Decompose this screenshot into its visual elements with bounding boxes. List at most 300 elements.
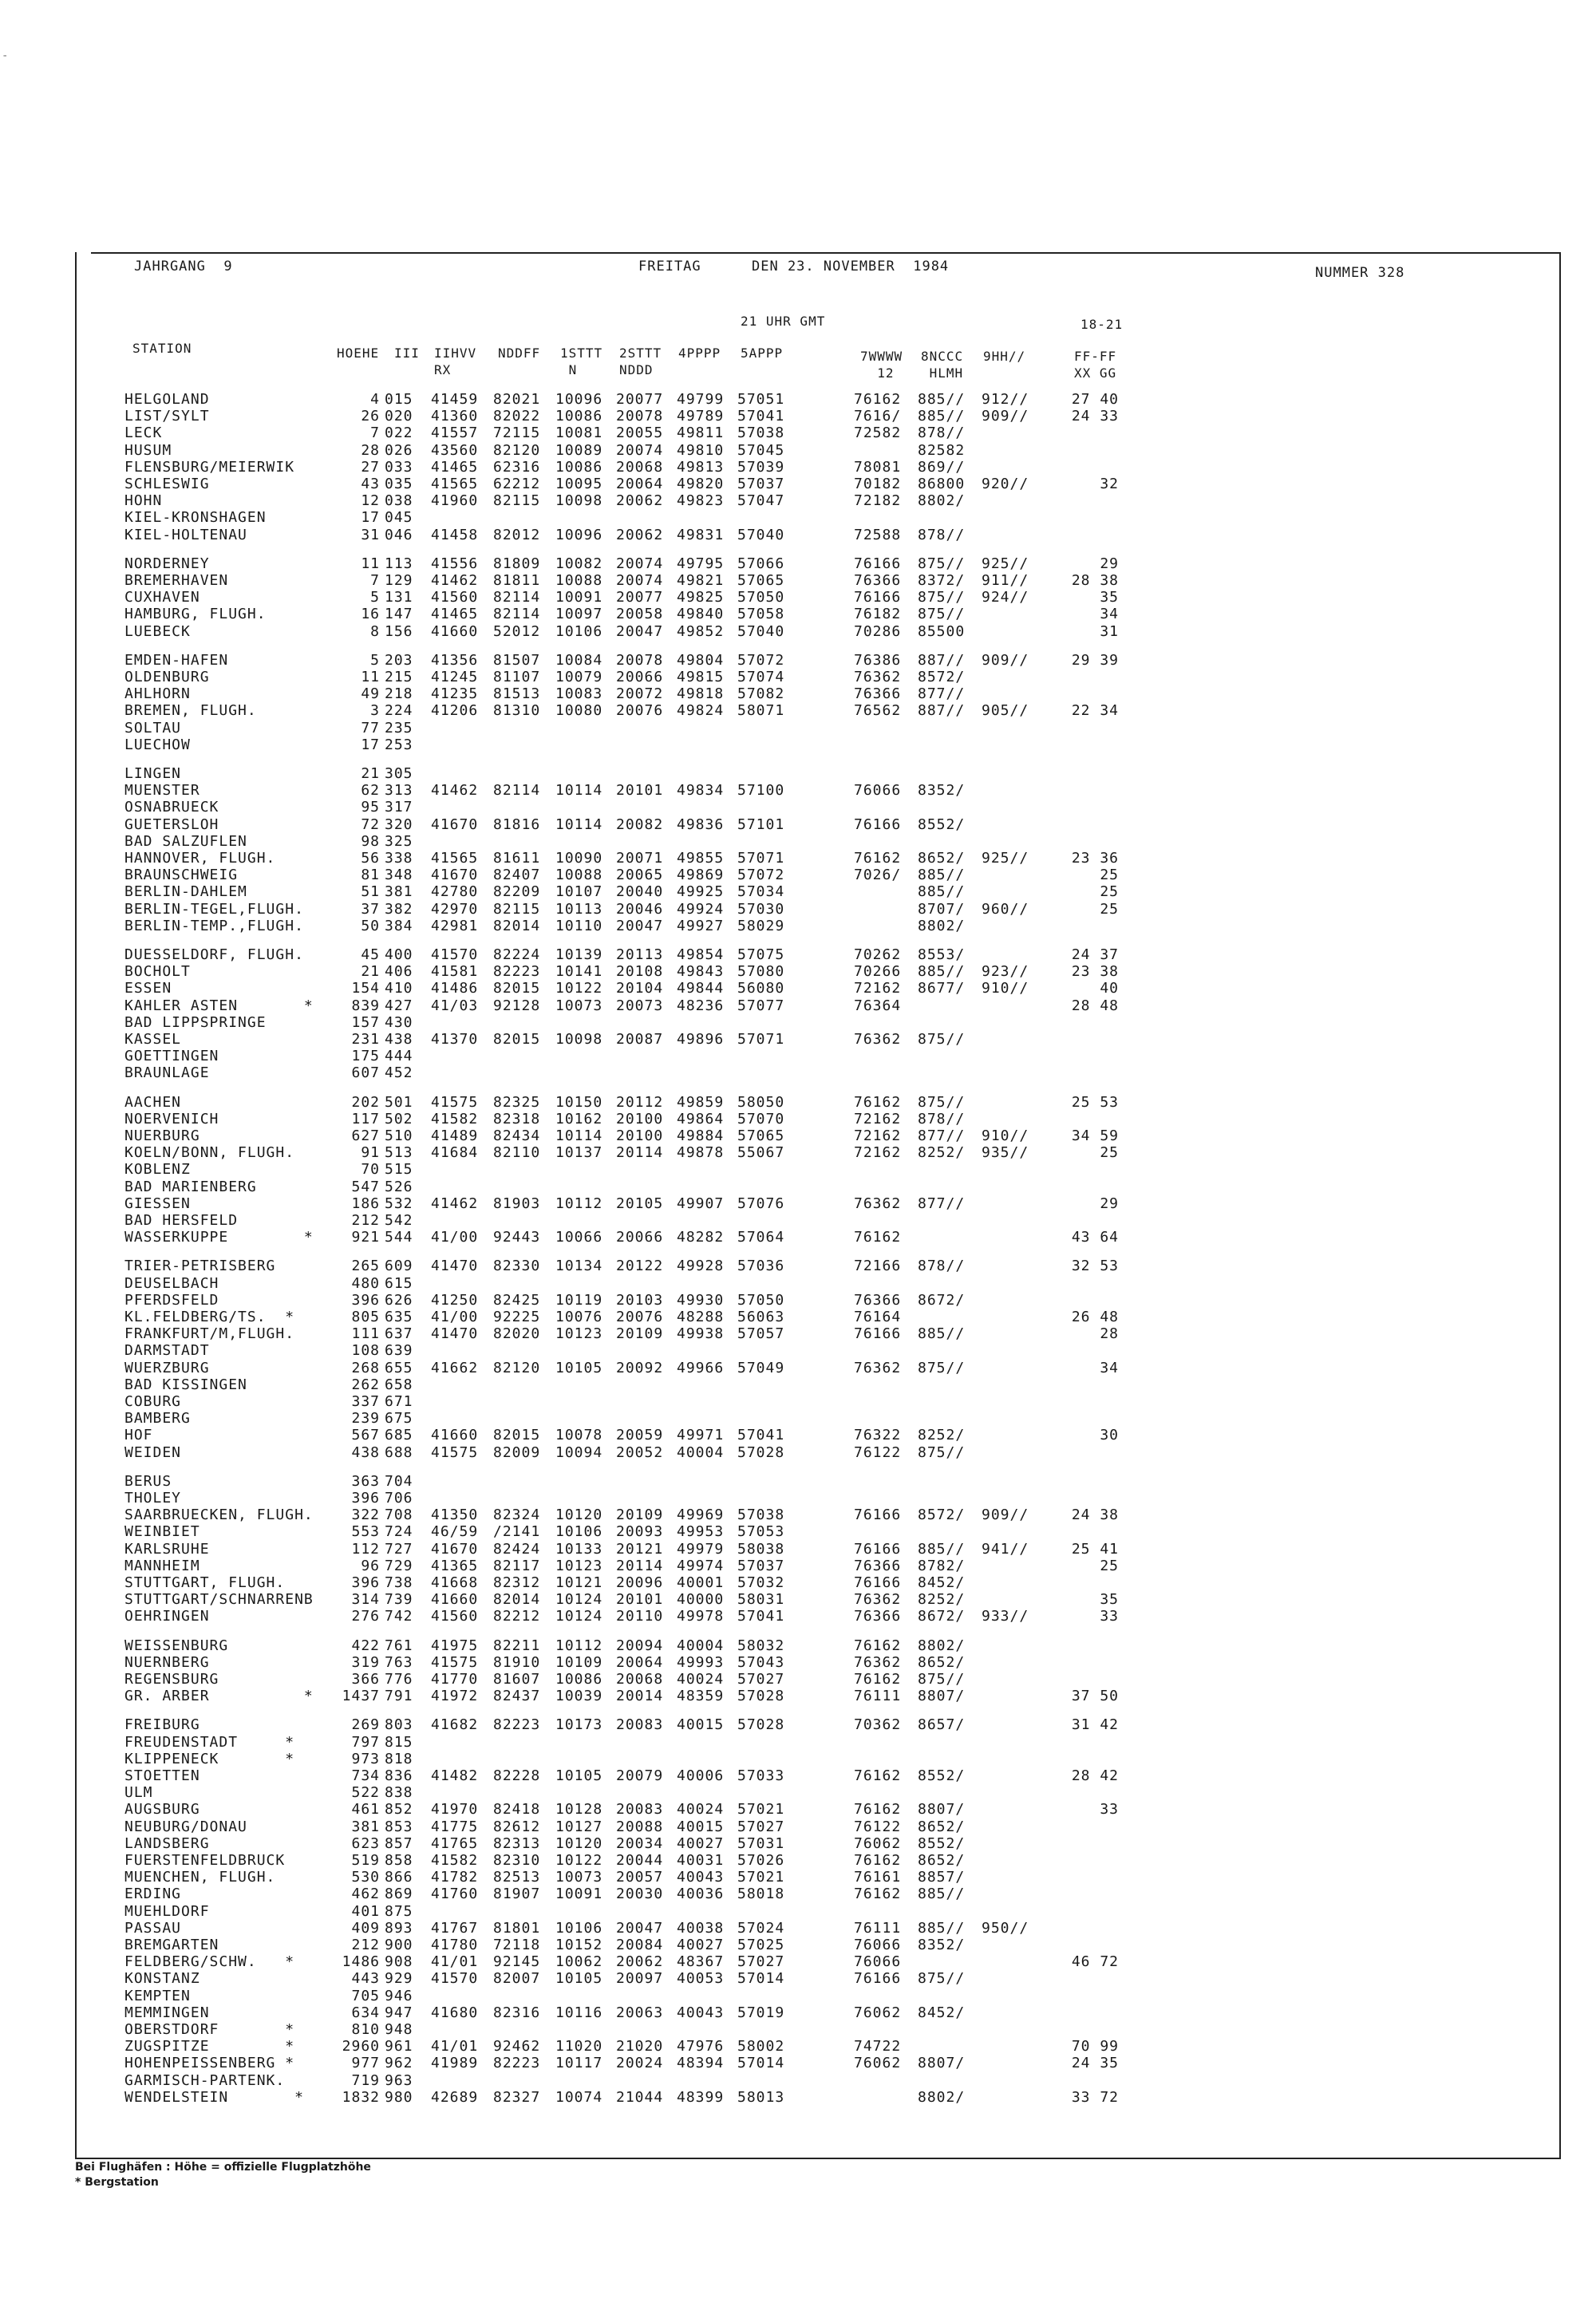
cell-nddff: 82115 xyxy=(493,900,541,918)
cell-1sttt: 10173 xyxy=(555,1716,603,1734)
cell-5appp: 57080 xyxy=(737,963,785,981)
cell-nddff: 82228 xyxy=(493,1767,541,1784)
cell-4pppp: 49821 xyxy=(677,572,725,589)
cell-1sttt: 10114 xyxy=(555,815,603,833)
cell-nddff: 81816 xyxy=(493,815,541,833)
cell-station: OSNABRUECK xyxy=(124,799,219,816)
cell-5appp: 57072 xyxy=(737,651,785,669)
cell-1sttt: 10082 xyxy=(555,555,603,572)
footnote-airport: Bei Flughäfen : Höhe = offizielle Flugplatzhöhe xyxy=(75,2161,371,2174)
cell-ffff: 25 xyxy=(1100,1557,1119,1574)
cell-2sttt: 20063 xyxy=(616,2004,664,2021)
cell-hoehe: 462 xyxy=(351,1886,380,1903)
cell-iii: 866 xyxy=(385,1869,413,1886)
cell-hoehe: 607 xyxy=(351,1064,380,1082)
cell-iihvv: 41/01 xyxy=(431,1953,479,1971)
cell-station: ERDING xyxy=(124,1886,182,1903)
cell-2sttt: 20068 xyxy=(616,1671,664,1688)
cell-8nccc: 8352/ xyxy=(918,1937,966,1953)
cell-station: MUENSTER xyxy=(124,782,200,800)
cell-hoehe: 519 xyxy=(351,1852,380,1869)
cell-hoehe: 202 xyxy=(351,1093,380,1111)
cell-ffff: 25 xyxy=(1100,900,1119,918)
cell-9hh: 905// xyxy=(982,702,1029,720)
cell-iihvv: 41465 xyxy=(431,458,479,476)
cell-iihvv: 41/01 xyxy=(431,2038,479,2055)
cell-2sttt: 20113 xyxy=(616,946,664,963)
cell-station: GR. ARBER * xyxy=(124,1688,314,1705)
cell-5appp: 57101 xyxy=(737,815,785,833)
cell-station: BRAUNSCHWEIG xyxy=(124,867,239,884)
cell-5appp: 57026 xyxy=(737,1852,785,1869)
cell-ffff: 33 xyxy=(1100,1608,1119,1625)
cell-7wwww: 76386 xyxy=(854,651,902,669)
cell-iihvv: 41370 xyxy=(431,1031,479,1048)
cell-4pppp: 49813 xyxy=(677,458,725,476)
cell-hoehe: 363 xyxy=(351,1472,380,1490)
cell-iihvv: 41489 xyxy=(431,1127,479,1144)
cell-iii: 400 xyxy=(385,946,413,963)
cell-station: NUERBURG xyxy=(124,1127,200,1144)
cell-4pppp: 49820 xyxy=(677,476,725,492)
cell-7wwww: 76162 xyxy=(854,1852,902,1869)
cell-4pppp: 40004 xyxy=(677,1443,725,1461)
cell-5appp: 57036 xyxy=(737,1258,785,1275)
cell-4pppp: 49966 xyxy=(677,1359,725,1376)
cell-1sttt: 10088 xyxy=(555,572,603,589)
cell-station: HUSUM xyxy=(124,441,172,459)
cell-7wwww: 76162 xyxy=(854,850,902,867)
cell-hoehe: 96 xyxy=(361,1557,380,1574)
cell-hoehe: 5 xyxy=(370,651,380,669)
cell-1sttt: 10124 xyxy=(555,1608,603,1625)
cell-nddff: 81811 xyxy=(493,572,541,589)
footnote-mountain: * Bergstation xyxy=(75,2176,159,2189)
cell-5appp: 57050 xyxy=(737,1291,785,1309)
cell-iihvv: 41/00 xyxy=(431,1229,479,1246)
cell-7wwww: 7616/ xyxy=(854,408,902,425)
cell-station: COBURG xyxy=(124,1393,182,1410)
cell-2sttt: 20094 xyxy=(616,1637,664,1654)
cell-1sttt: 10128 xyxy=(555,1801,603,1818)
cell-1sttt: 10120 xyxy=(555,1507,603,1524)
cell-iihvv: 41660 xyxy=(431,622,479,640)
cell-2sttt: 20062 xyxy=(616,526,664,543)
cell-1sttt: 10090 xyxy=(555,850,603,867)
cell-station: BERUS xyxy=(124,1472,172,1490)
cell-hoehe: 634 xyxy=(351,2004,380,2021)
cell-station: PASSAU xyxy=(124,1919,182,1937)
cell-station: NOERVENICH xyxy=(124,1110,219,1127)
cell-5appp: 57047 xyxy=(737,492,785,510)
cell-8nccc: 8652/ xyxy=(918,1818,966,1835)
cell-8nccc: 8252/ xyxy=(918,1427,966,1444)
cell-nddff: 82021 xyxy=(493,391,541,408)
cell-ffff: 32 xyxy=(1100,476,1119,492)
cell-iii: 502 xyxy=(385,1110,413,1127)
cell-hoehe: 91 xyxy=(361,1144,380,1162)
cell-ffff: 25 53 xyxy=(1071,1093,1119,1111)
cell-station: WUERZBURG xyxy=(124,1359,210,1376)
cell-2sttt: 20077 xyxy=(616,589,664,606)
cell-iihvv: 41245 xyxy=(431,669,479,685)
cell-station: LECK xyxy=(124,425,163,442)
cell-station: OEHRINGEN xyxy=(124,1608,210,1625)
cell-7wwww: 76182 xyxy=(854,606,902,623)
cell-station: KEMPTEN xyxy=(124,1987,191,2004)
cell-7wwww: 76122 xyxy=(854,1818,902,1835)
cell-5appp: 57024 xyxy=(737,1919,785,1937)
cell-station: NUERNBERG xyxy=(124,1653,210,1671)
cell-5appp: 57021 xyxy=(737,1801,785,1818)
cell-2sttt: 20104 xyxy=(616,980,664,997)
cell-5appp: 57040 xyxy=(737,526,785,543)
cell-iihvv: 41780 xyxy=(431,1937,479,1953)
cell-1sttt: 10120 xyxy=(555,1834,603,1852)
cell-iii: 382 xyxy=(385,900,413,918)
cell-nddff: 82316 xyxy=(493,2004,541,2021)
cell-ffff: 29 xyxy=(1100,1195,1119,1212)
cell-iihvv: 41459 xyxy=(431,391,479,408)
cell-iii: 410 xyxy=(385,980,413,997)
cell-iii: 838 xyxy=(385,1784,413,1802)
cell-7wwww: 76162 xyxy=(854,1637,902,1654)
cell-iihvv: 41360 xyxy=(431,408,479,425)
cell-1sttt: 10116 xyxy=(555,2004,603,2021)
cell-iihvv: 41350 xyxy=(431,1507,479,1524)
cell-8nccc: 885// xyxy=(918,1919,966,1937)
cell-1sttt: 10106 xyxy=(555,622,603,640)
cell-1sttt: 10124 xyxy=(555,1591,603,1609)
cell-7wwww: 76166 xyxy=(854,815,902,833)
cell-8nccc: 8572/ xyxy=(918,1507,966,1524)
cell-station: BOCHOLT xyxy=(124,963,191,981)
cell-iihvv: 41560 xyxy=(431,589,479,606)
cell-9hh: 960// xyxy=(982,900,1029,918)
cell-iihvv: 41581 xyxy=(431,963,479,981)
cell-5appp: 58018 xyxy=(737,1886,785,1903)
cell-iii: 961 xyxy=(385,2038,413,2055)
cell-station: STUTTGART/SCHNARRENB xyxy=(124,1591,314,1609)
cell-iihvv: 41575 xyxy=(431,1443,479,1461)
cell-nddff: 82114 xyxy=(493,782,541,800)
cell-iii: 615 xyxy=(385,1274,413,1292)
cell-hoehe: 1486 xyxy=(342,1953,380,1971)
cell-5appp: 57032 xyxy=(737,1574,785,1591)
cell-4pppp: 49927 xyxy=(677,917,725,934)
cell-nddff: 81910 xyxy=(493,1653,541,1671)
cell-8nccc: 885// xyxy=(918,1540,966,1558)
cell-1sttt: 10109 xyxy=(555,1653,603,1671)
cell-8nccc: 875// xyxy=(918,1359,966,1376)
cell-nddff: 82015 xyxy=(493,1427,541,1444)
cell-station: KIEL-KRONSHAGEN xyxy=(124,509,267,527)
cell-iii: 526 xyxy=(385,1178,413,1195)
cell-hoehe: 547 xyxy=(351,1178,380,1195)
cell-station: CUXHAVEN xyxy=(124,589,200,606)
cell-7wwww: 76166 xyxy=(854,1574,902,1591)
cell-9hh: 925// xyxy=(982,850,1029,867)
cell-hoehe: 157 xyxy=(351,1013,380,1031)
cell-4pppp: 49859 xyxy=(677,1093,725,1111)
cell-iihvv: 41760 xyxy=(431,1886,479,1903)
cell-1sttt: 10122 xyxy=(555,1852,603,1869)
cell-5appp: 57027 xyxy=(737,1953,785,1971)
cell-nddff: 82014 xyxy=(493,917,541,934)
cell-station: BERLIN-DAHLEM xyxy=(124,883,247,901)
cell-5appp: 57025 xyxy=(737,1937,785,1953)
cell-nddff: 81801 xyxy=(493,1919,541,1937)
cell-station: EMDEN-HAFEN xyxy=(124,651,229,669)
cell-nddff: 82330 xyxy=(493,1258,541,1275)
cell-2sttt: 20071 xyxy=(616,850,664,867)
cell-2sttt: 20083 xyxy=(616,1801,664,1818)
cell-station: KONSTANZ xyxy=(124,1970,200,1988)
cell-5appp: 57030 xyxy=(737,900,785,918)
cell-5appp: 57053 xyxy=(737,1523,785,1541)
cell-2sttt: 20078 xyxy=(616,651,664,669)
cell-station: BERLIN-TEMP.,FLUGH. xyxy=(124,917,304,934)
cell-iihvv: 41582 xyxy=(431,1110,479,1127)
cell-station: FRANKFURT/M,FLUGH. xyxy=(124,1325,295,1343)
cell-1sttt: 10123 xyxy=(555,1325,603,1343)
cell-iii: 147 xyxy=(385,606,413,623)
cell-nddff: 82211 xyxy=(493,1637,541,1654)
cell-iii: 384 xyxy=(385,917,413,934)
cell-station: AACHEN xyxy=(124,1093,182,1111)
cell-4pppp: 48236 xyxy=(677,997,725,1014)
cell-1sttt: 10106 xyxy=(555,1919,603,1937)
cell-hoehe: 7 xyxy=(370,425,380,442)
cell-1sttt: 10089 xyxy=(555,441,603,459)
cell-1sttt: 10091 xyxy=(555,1886,603,1903)
cell-7wwww: 70262 xyxy=(854,946,902,963)
cell-nddff: 81607 xyxy=(493,1671,541,1688)
cell-iihvv: 41565 xyxy=(431,476,479,492)
cell-iihvv: 42689 xyxy=(431,2088,479,2106)
cell-4pppp: 49789 xyxy=(677,408,725,425)
cell-station: ULM xyxy=(124,1784,153,1802)
cell-8nccc: 878// xyxy=(918,1110,966,1127)
cell-7wwww: 70286 xyxy=(854,622,902,640)
cell-station: WEIDEN xyxy=(124,1443,182,1461)
cell-5appp: 57037 xyxy=(737,476,785,492)
cell-hoehe: 175 xyxy=(351,1048,380,1065)
cell-5appp: 57034 xyxy=(737,883,785,901)
cell-2sttt: 20064 xyxy=(616,1653,664,1671)
cell-nddff: 62316 xyxy=(493,458,541,476)
cell-station: LANDSBERG xyxy=(124,1834,210,1852)
cell-ffff: 28 42 xyxy=(1071,1767,1119,1784)
scan-mark: - xyxy=(2,49,9,62)
cell-station: KAHLER ASTEN * xyxy=(124,997,314,1014)
cell-station: ZUGSPITZE * xyxy=(124,2038,295,2055)
cell-station: FREIBURG xyxy=(124,1716,200,1734)
cell-7wwww: 7026/ xyxy=(854,867,902,884)
cell-7wwww: 76164 xyxy=(854,1309,902,1325)
cell-ffff: 24 35 xyxy=(1071,2055,1119,2072)
cell-4pppp: 49810 xyxy=(677,441,725,459)
cell-7wwww: 76166 xyxy=(854,589,902,606)
cell-nddff: 81513 xyxy=(493,685,541,703)
cell-iii: 444 xyxy=(385,1048,413,1065)
cell-7wwww: 76111 xyxy=(854,1688,902,1705)
cell-iii: 626 xyxy=(385,1291,413,1309)
cell-2sttt: 20087 xyxy=(616,1031,664,1048)
cell-nddff: 81907 xyxy=(493,1886,541,1903)
cell-iihvv: 42981 xyxy=(431,917,479,934)
cell-9hh: 909// xyxy=(982,1507,1029,1524)
cell-station: KASSEL xyxy=(124,1031,182,1048)
cell-1sttt: 10094 xyxy=(555,1443,603,1461)
cell-hoehe: 2960 xyxy=(342,2038,380,2055)
cell-iii: 033 xyxy=(385,458,413,476)
cell-ffff: 35 xyxy=(1100,1591,1119,1609)
cell-7wwww: 78081 xyxy=(854,458,902,476)
cell-nddff: 92128 xyxy=(493,997,541,1014)
cell-5appp: 57028 xyxy=(737,1443,785,1461)
cell-iii: 963 xyxy=(385,2071,413,2089)
cell-iihvv: 41465 xyxy=(431,606,479,623)
cell-8nccc: 82582 xyxy=(918,441,966,459)
cell-5appp: 57038 xyxy=(737,425,785,442)
cell-ffff: 24 38 xyxy=(1071,1507,1119,1524)
col-9hh: 9HH// xyxy=(983,349,1026,364)
cell-hoehe: 839 xyxy=(351,997,380,1014)
cell-1sttt: 10081 xyxy=(555,425,603,442)
cell-1sttt: 10073 xyxy=(555,997,603,1014)
cell-station: BAD MARIENBERG xyxy=(124,1178,257,1195)
cell-ffff: 34 59 xyxy=(1071,1127,1119,1144)
cell-7wwww: 76162 xyxy=(854,1229,902,1246)
cell-iihvv: 41365 xyxy=(431,1557,479,1574)
cell-ffff: 31 xyxy=(1100,622,1119,640)
cell-2sttt: 20109 xyxy=(616,1507,664,1524)
cell-hoehe: 17 xyxy=(361,509,380,527)
cell-iii: 685 xyxy=(385,1427,413,1444)
cell-8nccc: 878// xyxy=(918,425,966,442)
cell-hoehe: 8 xyxy=(370,622,380,640)
cell-iii: 742 xyxy=(385,1608,413,1625)
cell-iii: 739 xyxy=(385,1591,413,1609)
cell-nddff: 82313 xyxy=(493,1834,541,1852)
cell-station: FELDBERG/SCHW. * xyxy=(124,1953,295,1971)
cell-iihvv: 41462 xyxy=(431,782,479,800)
cell-station: AHLHORN xyxy=(124,685,191,703)
cell-iii: 818 xyxy=(385,1750,413,1767)
cell-iihvv: 41458 xyxy=(431,526,479,543)
cell-iihvv: 41570 xyxy=(431,946,479,963)
cell-8nccc: 8552/ xyxy=(918,1834,966,1852)
cell-8nccc: 8802/ xyxy=(918,492,966,510)
cell-iii: 791 xyxy=(385,1688,413,1705)
cell-9hh: 911// xyxy=(982,572,1029,589)
cell-7wwww: 76364 xyxy=(854,997,902,1014)
cell-station: KOBLENZ xyxy=(124,1161,191,1179)
cell-nddff: 82424 xyxy=(493,1540,541,1558)
cell-iii: 235 xyxy=(385,719,413,736)
cell-ffff: 34 xyxy=(1100,1359,1119,1376)
col-iihvv: IIHVV RX xyxy=(434,346,477,377)
col-iii: III xyxy=(394,346,420,361)
cell-hoehe: 12 xyxy=(361,492,380,510)
cell-nddff: 81507 xyxy=(493,651,541,669)
cell-hoehe: 31 xyxy=(361,526,380,543)
cell-hoehe: 17 xyxy=(361,736,380,753)
cell-5appp: 57100 xyxy=(737,782,785,800)
cell-iii: 852 xyxy=(385,1801,413,1818)
cell-iii: 513 xyxy=(385,1144,413,1162)
cell-nddff: 82318 xyxy=(493,1110,541,1127)
cell-ffff: 27 40 xyxy=(1071,391,1119,408)
cell-5appp: 57014 xyxy=(737,2055,785,2072)
cell-iihvv: 41565 xyxy=(431,850,479,867)
cell-iihvv: 41765 xyxy=(431,1834,479,1852)
cell-hoehe: 108 xyxy=(351,1342,380,1360)
cell-ffff: 28 48 xyxy=(1071,997,1119,1014)
cell-iihvv: 41462 xyxy=(431,572,479,589)
cell-iii: 609 xyxy=(385,1258,413,1275)
cell-hoehe: 319 xyxy=(351,1653,380,1671)
cell-8nccc: 8552/ xyxy=(918,815,966,833)
cell-4pppp: 49815 xyxy=(677,669,725,685)
cell-nddff: 82209 xyxy=(493,883,541,901)
cell-nddff: 82015 xyxy=(493,1031,541,1048)
cell-4pppp: 49824 xyxy=(677,702,725,720)
cell-5appp: 58013 xyxy=(737,2088,785,2106)
cell-hoehe: 72 xyxy=(361,815,380,833)
cell-station: WASSERKUPPE * xyxy=(124,1229,314,1246)
cell-2sttt: 20066 xyxy=(616,1229,664,1246)
cell-station: HOF xyxy=(124,1427,153,1444)
cell-8nccc: 8677/ xyxy=(918,980,966,997)
cell-station: LUECHOW xyxy=(124,736,191,753)
cell-station: BAD HERSFELD xyxy=(124,1212,239,1229)
cell-iii: 869 xyxy=(385,1886,413,1903)
col-8nccc: 8NCCC HLMH xyxy=(921,349,964,381)
cell-iii: 515 xyxy=(385,1161,413,1179)
cell-7wwww: 76062 xyxy=(854,1834,902,1852)
cell-hoehe: 530 xyxy=(351,1869,380,1886)
cell-iii: 704 xyxy=(385,1472,413,1490)
cell-5appp: 57082 xyxy=(737,685,785,703)
cell-hoehe: 11 xyxy=(361,669,380,685)
cell-4pppp: 49811 xyxy=(677,425,725,442)
cell-ffff: 33 72 xyxy=(1071,2088,1119,2106)
cell-hoehe: 627 xyxy=(351,1127,380,1144)
cell-station: HANNOVER, FLUGH. xyxy=(124,850,276,867)
cell-5appp: 57051 xyxy=(737,391,785,408)
cell-nddff: 82020 xyxy=(493,1325,541,1343)
cell-5appp: 57028 xyxy=(737,1716,785,1734)
cell-ffff: 24 33 xyxy=(1071,408,1119,425)
cell-ffff: 34 xyxy=(1100,606,1119,623)
cell-2sttt: 20034 xyxy=(616,1834,664,1852)
cell-nddff: 82117 xyxy=(493,1557,541,1574)
cell-7wwww: 76122 xyxy=(854,1443,902,1461)
cell-8nccc: 8802/ xyxy=(918,2088,966,2106)
cell-5appp: 57028 xyxy=(737,1688,785,1705)
cell-4pppp: 49930 xyxy=(677,1291,725,1309)
cell-ffff: 29 xyxy=(1100,555,1119,572)
cell-2sttt: 20121 xyxy=(616,1540,664,1558)
cell-7wwww: 76161 xyxy=(854,1869,902,1886)
cell-station: HELGOLAND xyxy=(124,391,210,408)
cell-iii: 857 xyxy=(385,1834,413,1852)
cell-nddff: 82120 xyxy=(493,441,541,459)
col-2sttt: 2STTT NDDD xyxy=(619,346,662,377)
cell-1sttt: 10079 xyxy=(555,669,603,685)
